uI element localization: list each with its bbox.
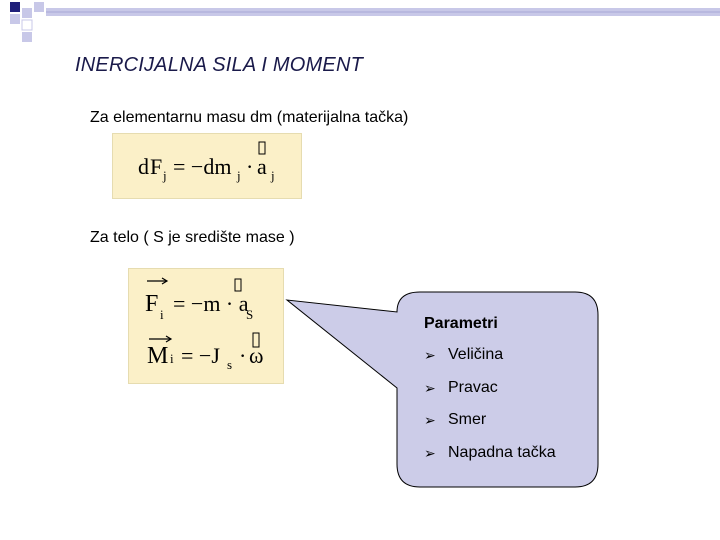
formula2-S: S — [246, 307, 254, 322]
formula3-M: M — [147, 343, 169, 369]
arrow-bullet-icon: ➢ — [424, 444, 436, 461]
page-title: INERCIJALNA SILA I MOMENT — [75, 54, 364, 76]
list-item-label: Smer — [448, 411, 487, 428]
formula1-j3: j — [271, 168, 275, 183]
formula1-j2: j — [237, 168, 241, 183]
formula1-eq: = −dm — [173, 154, 232, 179]
formula1-a: a — [257, 154, 267, 179]
list-item — [424, 443, 599, 476]
formula3-s: s — [227, 357, 233, 372]
formula2-rhs: = −m · a — [173, 291, 249, 316]
list-item-label: Pravac — [448, 378, 498, 396]
rigid-body-caption: Za telo ( S je središte mase ) — [90, 229, 295, 246]
formula3-i: i — [170, 351, 174, 366]
list-item — [424, 410, 599, 443]
list-item — [424, 345, 599, 378]
mass-point-caption: Za elementarnu masu dm (materijalna tačka) — [90, 109, 409, 126]
formula1-d: d — [138, 154, 149, 179]
arrow-bullet-icon: ➢ — [424, 379, 436, 396]
formula2-i: i — [160, 307, 164, 322]
parameters-list — [424, 315, 599, 475]
list-item-label: Napadna tačka — [448, 443, 556, 461]
formula3-dot: · — [239, 343, 247, 368]
formula2-F: F — [145, 291, 159, 317]
arrow-bullet-icon: ➢ — [424, 412, 436, 428]
list-item — [424, 378, 599, 411]
formula3-omega: ω — [249, 343, 264, 368]
parameters-title: Parametri — [424, 315, 498, 332]
formula1-dot: · — [246, 154, 254, 179]
arrow-bullet-icon: ➢ — [424, 347, 436, 363]
formula1-j1: j — [163, 168, 167, 183]
formula3-rhs: = −J — [181, 343, 220, 368]
list-item-label: Veličina — [448, 346, 504, 363]
formula1-F: F — [150, 154, 163, 179]
